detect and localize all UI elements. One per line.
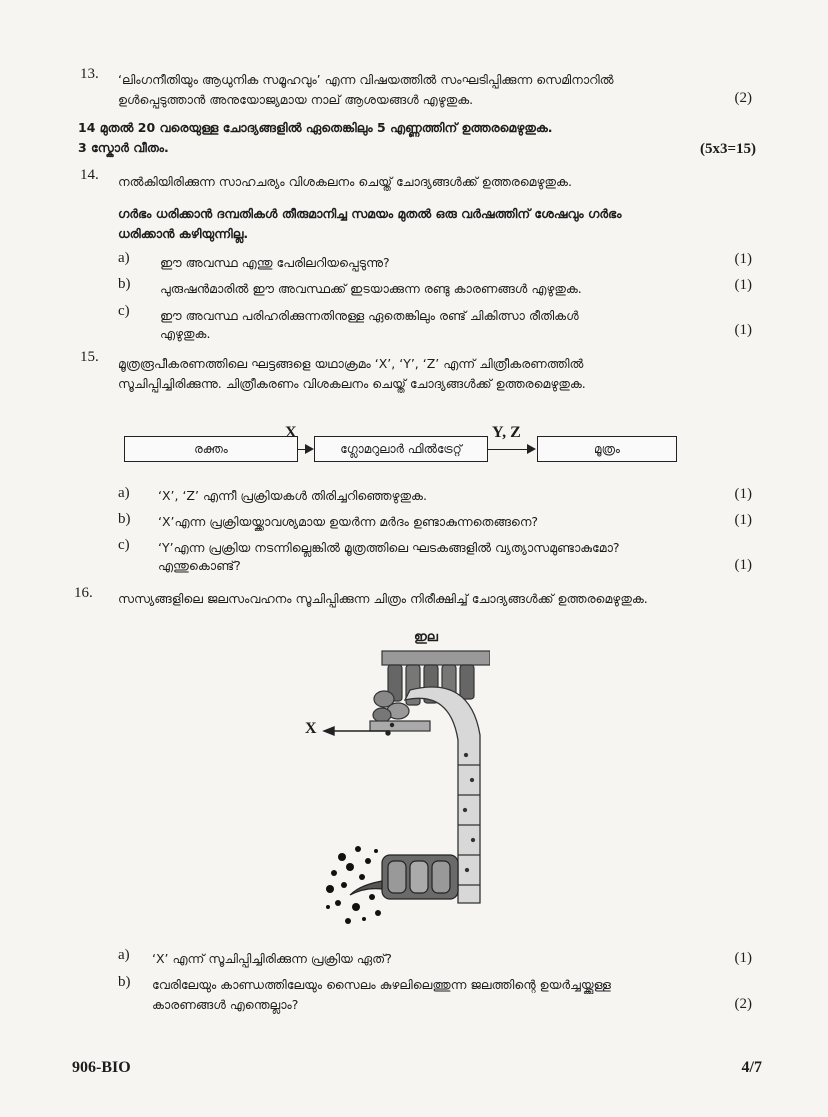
q16-b-label: b) xyxy=(118,974,131,990)
q15-b-text: ‘X’എന്ന പ്രക്രിയയ്ക്കാവശ്യമായ ഉയർന്ന മർദം ഉണ്ടാകുന്നതെങ്ങനെ? xyxy=(158,514,539,529)
q16-a-text: ‘X’ എന്ന് സൂചിപ്പിച്ചിരിക്കുന്ന പ്രക്രിയ ഏത്? xyxy=(152,951,392,966)
q14-c-text-line1: ഈ അവസ്ഥ പരിഹരിക്കുന്നതിനുള്ള ഏതെങ്കിലും രണ്ട് ചികിത്സാ രീതികൾ xyxy=(160,308,579,323)
question-number-16: 16. xyxy=(74,585,93,601)
figure-label-x: X xyxy=(305,720,317,737)
q14-b-label: b) xyxy=(118,276,131,292)
question-number-15: 15. xyxy=(80,349,99,365)
q14-case-line2: ധരിക്കാൻ കഴിയുന്നില്ല. xyxy=(118,226,249,241)
section-total-marks: (5x3=15) xyxy=(699,141,756,157)
q16-a-label: a) xyxy=(118,947,130,963)
q15-c-label: c) xyxy=(118,537,130,553)
q15-c-text-line1: ‘Y’എന്ന പ്രക്രിയ നടന്നില്ലെങ്കിൽ മൂത്രത്തിലെ ഘടകങ്ങളിൽ വ്യത്യാസമുണ്ടാകുമോ? xyxy=(158,540,620,555)
q16-a-marks: (1) xyxy=(734,950,752,966)
q13-line1: ‘ലിംഗനീതിയും ആധുനിക സമൂഹവും’ എന്ന വിഷയത്തിൽ സംഘടിപ്പിക്കുന്ന സെമിനാറിൽ xyxy=(118,72,614,87)
flow-box-blood: രക്തം xyxy=(124,436,298,462)
q16-b-text-line1: വേരിലേയും കാണ്ഡത്തിലേയും സൈലം കുഴലിലെത്തുന്ന ജലത്തിന്റെ ഉയർച്ചയ്ക്കുള്ള xyxy=(152,977,611,992)
q15-b-label: b) xyxy=(118,511,131,527)
plant-xylem-figure xyxy=(320,645,490,930)
flow-arrow-2-head xyxy=(527,444,536,454)
q14-c-text-line2: എഴുതുക. xyxy=(160,326,211,341)
q15-b-marks: (1) xyxy=(734,512,752,528)
q13-marks: (2) xyxy=(734,90,752,106)
q15-a-marks: (1) xyxy=(734,486,752,502)
flow-label-yz: Y, Z xyxy=(492,424,521,441)
question-number-13: 13. xyxy=(80,66,99,82)
q14-intro: നൽകിയിരിക്കുന്ന സാഹചര്യം വിശകലനം ചെയ്ത് ചോദ്യങ്ങൾക്ക് ഉത്തരമെഴുതുക. xyxy=(118,174,572,189)
q14-a-marks: (1) xyxy=(734,251,752,267)
q14-c-marks: (1) xyxy=(734,322,752,338)
flow-box-urine: മൂത്രം xyxy=(537,436,677,462)
q16-b-marks: (2) xyxy=(734,996,752,1012)
flow-arrow-2-line xyxy=(488,449,528,450)
q13-line2: ഉൾപ്പെടുത്താൻ അനുയോജ്യമായ നാല് ആശയങ്ങൾ എഴുതുക. xyxy=(118,92,474,107)
section-instruction-line1: 14 മുതൽ 20 വരെയുള്ള ചോദ്യങ്ങളിൽ ഏതെങ്കിലും 5 എണ്ണത്തിന് ഉത്തരമെഴുതുക. xyxy=(78,120,553,135)
figure-label-leaf: ഇല xyxy=(414,630,438,645)
q15-intro-line1: മൂത്രരൂപീകരണത്തിലെ ഘട്ടങ്ങളെ യഥാക്രമം ‘X’, ‘Y’, ‘Z’ എന്ന് ചിത്രീകരണത്തിൽ xyxy=(118,356,584,371)
q16-intro: സസ്യങ്ങളിലെ ജലസംവഹനം സൂചിപ്പിക്കുന്ന ചിത്രം നിരീക്ഷിച്ച് ചോദ്യങ്ങൾക്ക് ഉത്തരമെഴുതുക. xyxy=(118,591,648,606)
q15-c-marks: (1) xyxy=(734,557,752,573)
q14-c-label: c) xyxy=(118,303,130,319)
q14-b-marks: (1) xyxy=(734,277,752,293)
q15-a-text: ‘X’, ‘Z’ എന്നീ പ്രക്രിയകൾ തിരിച്ചറിഞ്ഞെഴുതുക. xyxy=(158,488,427,503)
q14-a-label: a) xyxy=(118,250,130,266)
q14-a-text: ഈ അവസ്ഥ എന്തു പേരിലറിയപ്പെടുന്നു? xyxy=(160,255,390,270)
flow-arrow-1-head xyxy=(305,444,314,454)
footer-page-number: 4/7 xyxy=(741,1059,762,1076)
flow-box-glomerular-filtrate: ഗ്ലോമറുലാർ ഫിൽട്രേറ്റ് xyxy=(314,436,488,462)
q15-c-text-line2: എന്തുകൊണ്ട്? xyxy=(158,558,241,573)
q15-intro-line2: സൂചിപ്പിച്ചിരിക്കുന്നു. ചിത്രീകരണം വിശകലനം ചെയ്ത് ചോദ്യങ്ങൾക്ക് ഉത്തരമെഴുതുക. xyxy=(118,376,586,391)
q14-case-line1: ഗർഭം ധരിക്കാൻ ദമ്പതികൾ തീരുമാനിച്ച സമയം മുതൽ ഒരു വർഷത്തിന് ശേഷവും ഗർഭം xyxy=(118,206,622,221)
q15-a-label: a) xyxy=(118,485,130,501)
q16-b-text-line2: കാരണങ്ങൾ എന്തെല്ലാം? xyxy=(152,997,299,1012)
footer-paper-code: 906-BIO xyxy=(72,1059,131,1076)
flow-label-x: X xyxy=(285,424,297,441)
q14-b-text: പുരുഷൻമാരിൽ ഈ അവസ്ഥക്ക് ഇടയാക്കുന്ന രണ്ടു കാരണങ്ങൾ എഴുതുക. xyxy=(160,281,582,296)
section-instruction-line2: 3 സ്കോർ വീതം. xyxy=(78,140,169,155)
question-number-14: 14. xyxy=(80,167,99,183)
